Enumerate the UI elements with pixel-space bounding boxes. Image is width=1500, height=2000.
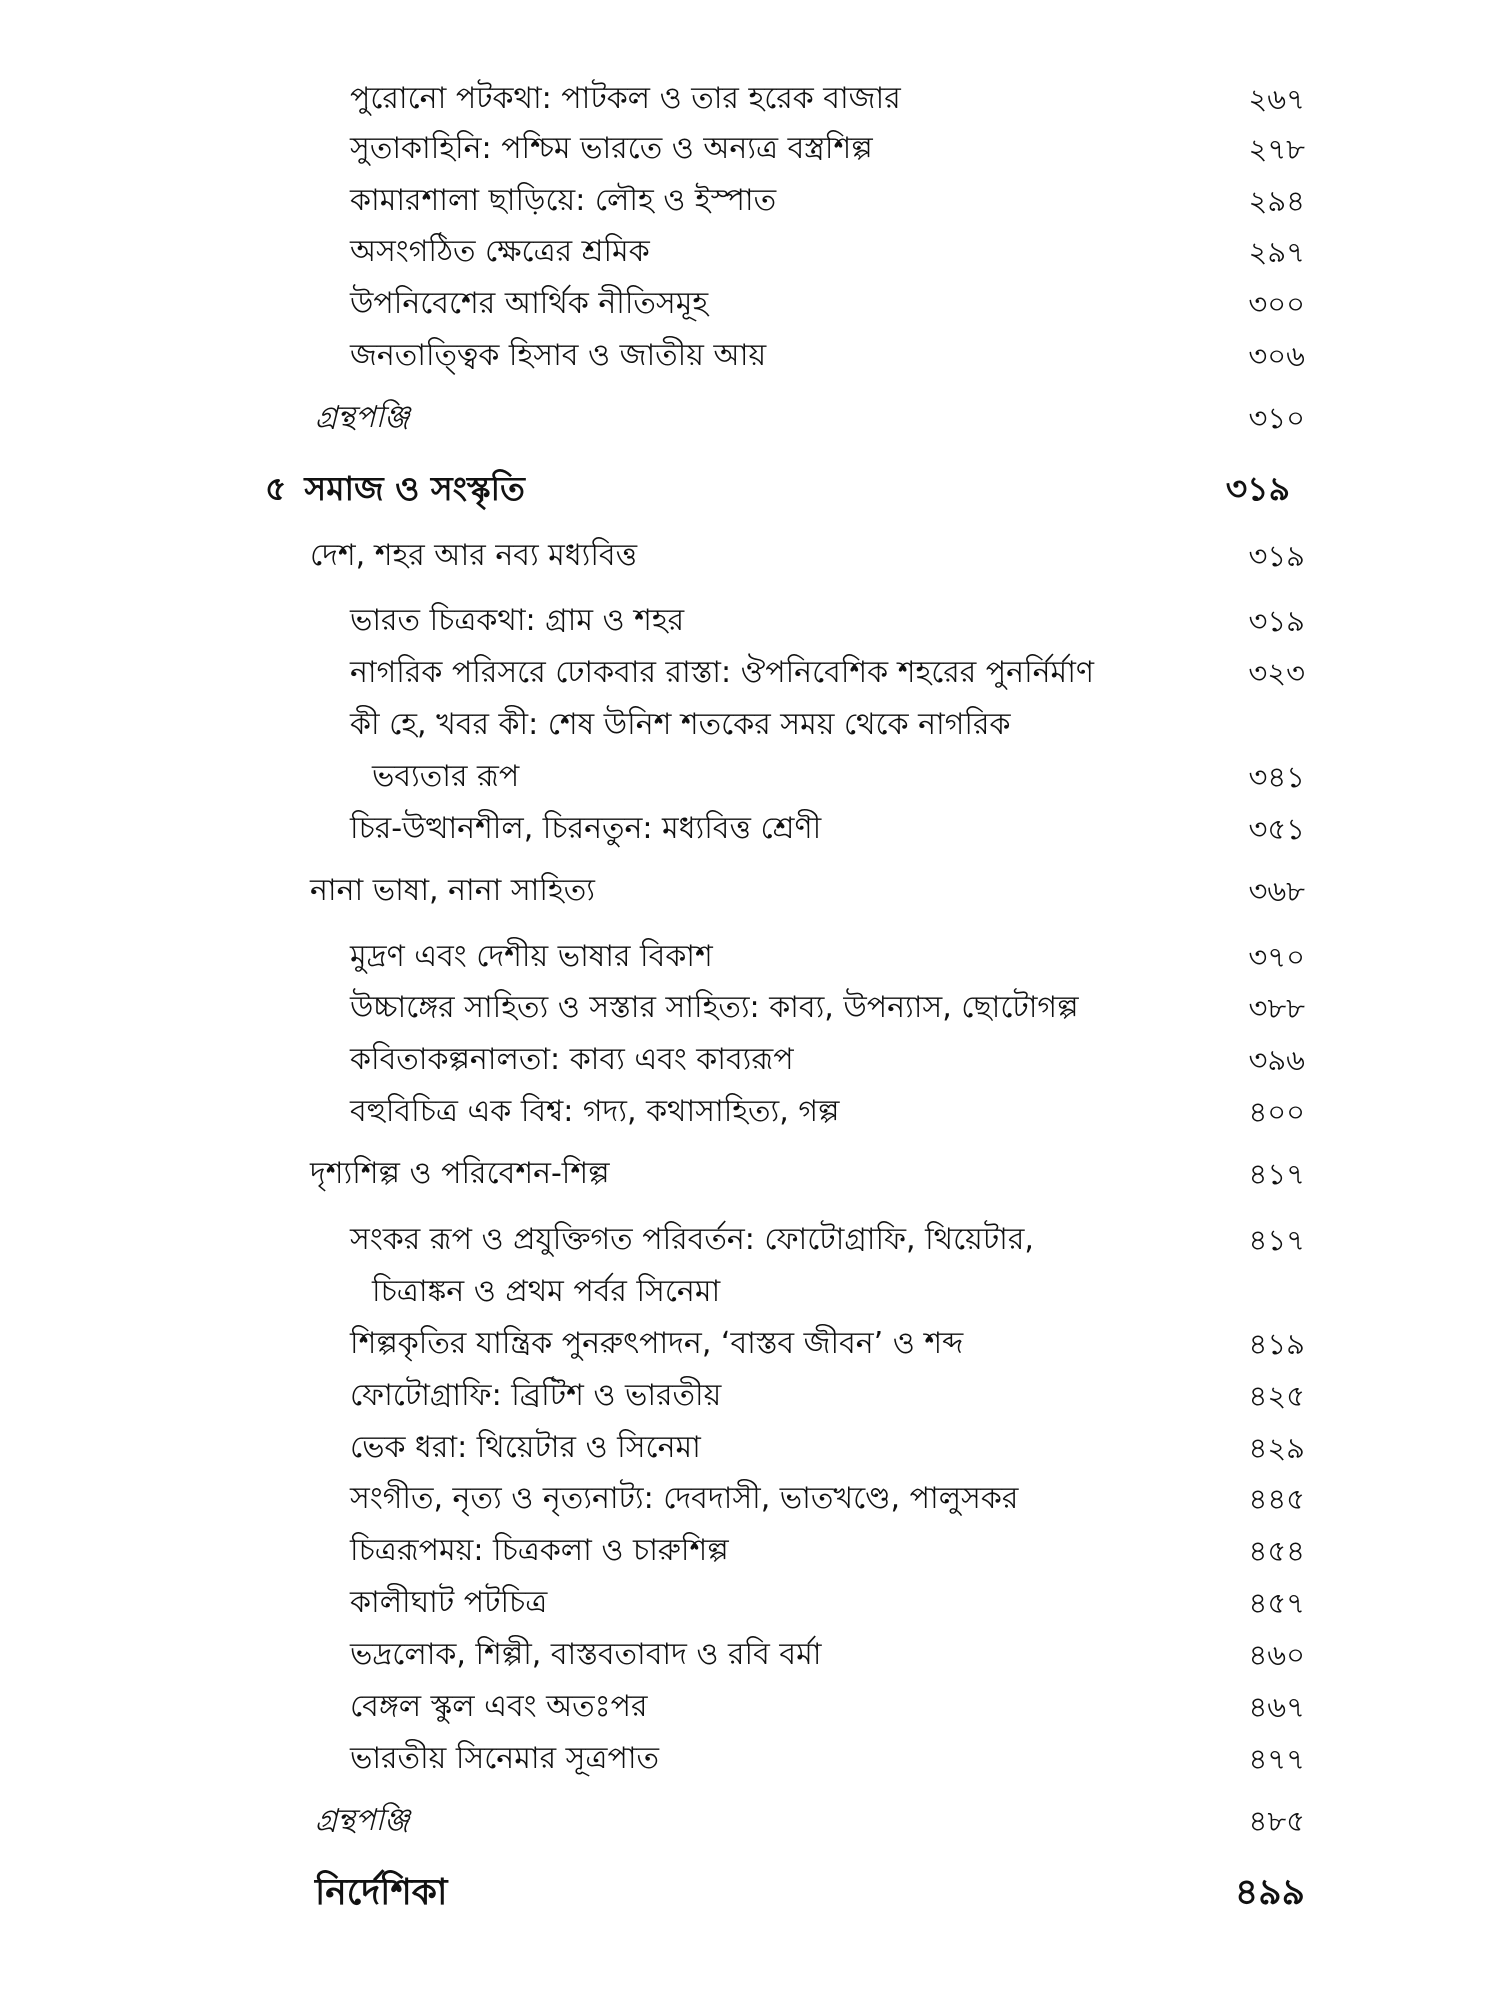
toc-chapter: [0, 464, 1500, 514]
toc-entry: [0, 1087, 1500, 1137]
toc-entry: [0, 1578, 1500, 1628]
toc-entry: [0, 279, 1500, 329]
toc-index: [0, 1868, 1500, 1918]
toc-entry: [0, 983, 1500, 1033]
toc-entry-page: ৪৭৭: [1248, 1742, 1305, 1776]
toc-entry-title: সুতাকাহিনি: পশ্চিম ভারতে ও অন্যত্র বস্ত্রশিল্প: [350, 131, 873, 166]
toc-entry: [0, 176, 1500, 226]
toc-entry-title: ভারত চিত্রকথা: গ্রাম ও শহর: [350, 603, 685, 638]
toc-entry-page: ৪২৫: [1248, 1379, 1305, 1413]
toc-entry-page: ৪২৯: [1248, 1431, 1305, 1465]
toc-entry-title-continued: ভব্যতার রূপ: [372, 759, 520, 794]
toc-entry-title: পুরোনো পটকথা: পাটকল ও তার হরেক বাজার: [350, 81, 901, 116]
toc-entry-page: ৩৬৮: [1248, 874, 1305, 908]
toc-entry: [0, 1526, 1500, 1576]
toc-chapter-page: ৩১৯: [1225, 469, 1290, 508]
toc-entry-page: ৪০০: [1248, 1095, 1305, 1129]
toc-entry-bibliography: [0, 1796, 1500, 1846]
toc-entry-title-continued: চিত্রাঙ্কন ও প্রথম পর্বর সিনেমা: [372, 1274, 721, 1309]
toc-section: [0, 866, 1500, 916]
toc-entry-page: ২৯৭: [1248, 235, 1305, 269]
toc-entry-line1: [0, 1215, 1500, 1265]
toc-entry: [0, 227, 1500, 277]
toc-chapter-title: [265, 464, 525, 514]
toc-entry-title: ফোটোগ্রাফি: ব্রিটিশ ও ভারতীয়: [350, 1378, 722, 1413]
toc-entry-title: বহুবিচিত্র এক বিশ্ব: গদ্য, কথাসাহিত্য, গল্প: [350, 1094, 840, 1129]
toc-entry-page: ৩০৬: [1248, 339, 1305, 373]
toc-entry-page: ৪১৭: [1248, 1157, 1305, 1191]
toc-entry-title: অসংগঠিত ক্ষেত্রের শ্রমিক: [350, 234, 650, 269]
toc-entry-title: ভারতীয় সিনেমার সূত্রপাত: [350, 1741, 660, 1776]
toc-entry-title: চির-উত্থানশীল, চিরনতুন: মধ্যবিত্ত শ্রেণী: [350, 811, 822, 846]
toc-entry-page: ৪৬০: [1248, 1638, 1305, 1672]
toc-index-page: ৪৯৯: [1234, 1872, 1305, 1913]
toc-entry-title: চিত্ররূপময়: চিত্রকলা ও চারুশিল্প: [350, 1533, 729, 1568]
toc-entry-title: বেঙ্গল স্কুল এবং অতঃপর: [350, 1689, 648, 1724]
toc-entry-page: ৪৮৫: [1248, 1804, 1305, 1838]
toc-entry: [0, 648, 1500, 698]
toc-entry-page: ৩২৩: [1248, 656, 1305, 690]
toc-entry-title: কী হে, খবর কী: শেষ উনিশ শতকের সময় থেকে নাগরিক: [350, 707, 1011, 742]
toc-entry-line2: [0, 752, 1500, 802]
toc-entry-line1: [0, 700, 1500, 750]
toc-section-title: দেশ, শহর আর নব্য মধ্যবিত্ত: [310, 538, 638, 573]
toc-entry: [0, 331, 1500, 381]
toc-entry: [0, 1630, 1500, 1680]
toc-entry-title: গ্রন্থপঞ্জি: [315, 1803, 410, 1838]
toc-entry-page: ৩০০: [1248, 287, 1305, 321]
toc-entry: [0, 1319, 1500, 1369]
toc-entry: [0, 1682, 1500, 1732]
toc-entry-title: উপনিবেশের আর্থিক নীতিসমূহ: [350, 286, 709, 321]
toc-entry-page: ৪৫৭: [1248, 1586, 1305, 1620]
toc-entry-title: সংকর রূপ ও প্রযুক্তিগত পরিবর্তন: ফোটোগ্রাফি, থিয়েটার,: [350, 1222, 1034, 1257]
toc-entry: [0, 1423, 1500, 1473]
toc-entry-line2: [0, 1267, 1500, 1317]
toc-entry: [0, 932, 1500, 982]
toc-entry: [0, 1035, 1500, 1085]
toc-entry-page: ৩৮৮: [1248, 991, 1305, 1025]
toc-entry-page: ৪৪৫: [1248, 1482, 1305, 1516]
toc-section: [0, 1149, 1500, 1199]
toc-section: [0, 531, 1500, 581]
toc-entry-title: গ্রন্থপঞ্জি: [315, 400, 410, 435]
toc-entry: [0, 596, 1500, 646]
toc-entry-page: ২৬৭: [1248, 82, 1305, 116]
toc-entry-page: ৩১৯: [1248, 604, 1305, 638]
toc-entry-page: ৩১০: [1248, 401, 1305, 435]
toc-section-title: দৃশ্যশিল্প ও পরিবেশন-শিল্প: [310, 1156, 610, 1191]
toc-entry-title: শিল্পকৃতির যান্ত্রিক পুনরুৎপাদন, ‘বাস্তব জীবন’ ও শব্দ: [350, 1326, 964, 1361]
toc-entry: [0, 1371, 1500, 1421]
toc-entry-title: কামারশালা ছাড়িয়ে: লৌহ ও ইস্পাত: [350, 183, 777, 218]
toc-entry-page: ৪১৯: [1248, 1327, 1305, 1361]
toc-entry-page: ৩৭০: [1248, 940, 1305, 974]
toc-entry-page: ৪৬৭: [1248, 1690, 1305, 1724]
toc-entry-page: ৩১৯: [1248, 539, 1305, 573]
toc-entry-page: ২৭৮: [1248, 132, 1305, 166]
toc-section-title: নানা ভাষা, নানা সাহিত্য: [310, 873, 595, 908]
toc-entry-page: ৩৫১: [1248, 812, 1305, 846]
toc-entry-bibliography: [0, 393, 1500, 443]
chapter-title-text: সমাজ ও সংস্কৃতি: [304, 469, 525, 508]
toc-entry-title: জনতাত্ত্বিক হিসাব ও জাতীয় আয়: [350, 338, 767, 373]
toc-entry-title: ভেক ধরা: থিয়েটার ও সিনেমা: [350, 1430, 701, 1465]
toc-entry: [0, 1474, 1500, 1524]
toc-entry-page: ৩৯৬: [1248, 1043, 1305, 1077]
toc-entry-page: ৪১৭: [1248, 1223, 1305, 1257]
toc-index-title: নির্দেশিকা: [315, 1872, 448, 1913]
toc-entry-title: সংগীত, নৃত্য ও নৃত্যনাট্য: দেবদাসী, ভাতখণ্ডে, পালুসকর: [350, 1481, 1019, 1516]
toc-entry-title: কবিতাকল্পনালতা: কাব্য এবং কাব্যরূপ: [350, 1042, 794, 1077]
toc-entry-page: ৩৪১: [1248, 760, 1305, 794]
toc-entry: [0, 74, 1500, 124]
toc-entry-title: উচ্চাঙ্গের সাহিত্য ও সস্তার সাহিত্য: কাব্য, উপন্যাস, ছোটোগল্প: [350, 990, 1079, 1025]
toc-entry-page: ২৯৪: [1248, 184, 1305, 218]
toc-entry-title: নাগরিক পরিসরে ঢোকবার রাস্তা: ঔপনিবেশিক শহরের পুনর্নির্মাণ: [350, 655, 1095, 690]
toc-entry-title: ভদ্রলোক, শিল্পী, বাস্তবতাবাদ ও রবি বর্মা: [350, 1637, 822, 1672]
toc-entry-title: কালীঘাট পটচিত্র: [350, 1585, 548, 1620]
toc-entry: [0, 124, 1500, 174]
chapter-number: ৫: [265, 469, 287, 508]
toc-entry: [0, 1734, 1500, 1784]
toc-entry: [0, 804, 1500, 854]
toc-entry-page: ৪৫৪: [1248, 1534, 1305, 1568]
toc-entry-title: মুদ্রণ এবং দেশীয় ভাষার বিকাশ: [350, 939, 713, 974]
